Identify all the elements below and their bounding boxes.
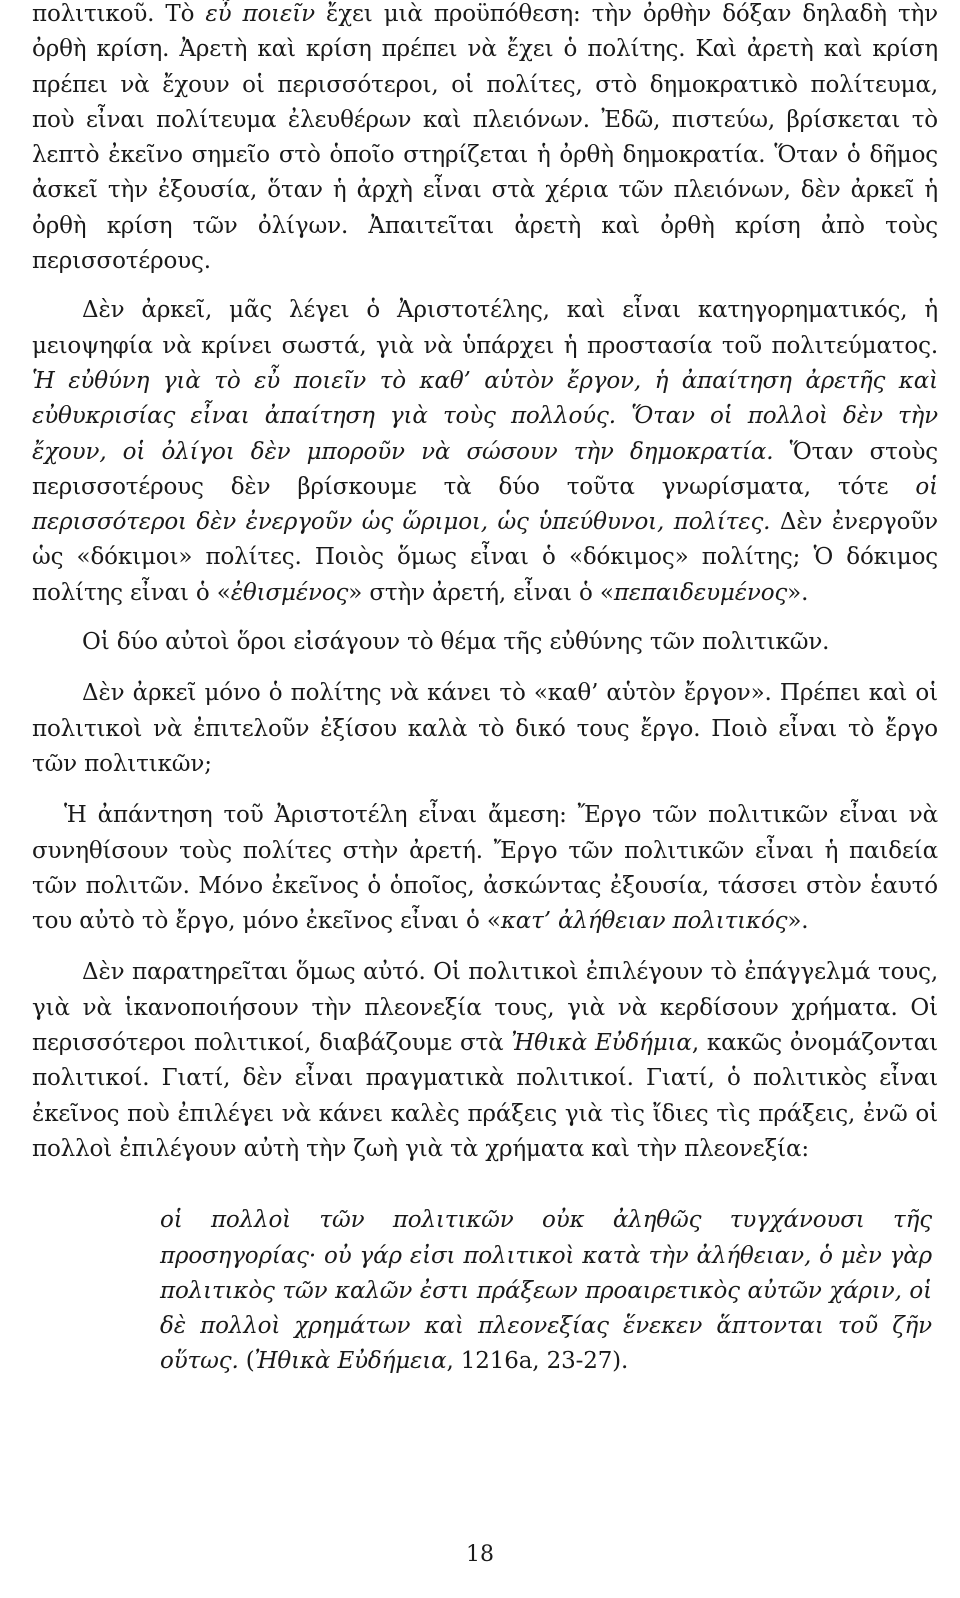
text-run: Δὲν ἀρκεῖ μόνο ὁ πολίτης νὰ κάνει τὸ «καθ’ αὑτὸν ἔργον». Πρέπει καὶ οἱ πολιτικοὶ νὰ ἐπιτελοῦν ἐξίσου καλὰ τὸ δικό τους ἔργο. Ποιὸ εἶναι τὸ ἔργο τῶν πολιτικῶν; xyxy=(32,680,938,777)
text-run: Οἱ δύο αὐτοὶ ὅροι εἰσάγουν τὸ θέμα τῆς εὐθύνης τῶν πολιτικῶν. xyxy=(82,629,830,656)
paragraph-5 xyxy=(32,798,938,939)
page-number: 18 xyxy=(466,1542,494,1567)
paragraph-1 xyxy=(32,0,938,279)
book-page xyxy=(32,0,938,1380)
text-run: ». xyxy=(787,908,809,935)
text-run: Δὲν ἀρκεῖ, μᾶς λέγει ὁ Ἀριστοτέλης, καὶ εἶναι κατηγορηματικός, ἡ μειοψηφία νὰ κρίνει σωστά, γιὰ νὰ ὑπάρχει ἡ προστασία τοῦ πολιτεύματος. xyxy=(32,297,938,359)
text-run: » στὴν ἀρετή, εἶναι ὁ « xyxy=(348,579,614,606)
text-run: ( xyxy=(238,1348,255,1375)
text-run: , κακῶς ὀνομάζονται πολιτικοί. Γιατί, δὲν εἶναι πραγματικὰ πολιτικοί. Γιατί, ὁ πολιτικὸς εἶναι ἐκεῖνος ποὺ ἐπιλέγει νὰ κάνει καλὲς πράξεις γιὰ τὶς ἴδιες τὶς πράξεις, ἐνῶ οἱ πολλοὶ ἐπιλέγουν αὐτὴ τὴν ζωὴ γιὰ τὰ χρήματα καὶ τὴν πλεονεξία: xyxy=(32,1030,939,1162)
italic-run: εὖ ποιεῖν xyxy=(205,1,315,27)
block-quote xyxy=(160,1203,932,1379)
text-run: πολιτικοῦ. Τὸ xyxy=(32,1,206,27)
paragraph-3 xyxy=(32,625,938,660)
italic-run: οἱ πολλοὶ τῶν πολιτικῶν οὐκ ἀληθῶς τυγχάνουσι τῆς προσηγορίας· οὐ γάρ εἰσι πολιτικοὶ κατὰ τὴν ἀλήθειαν, ὁ μὲν γὰρ πολιτικὸς τῶν καλῶν ἐστι πράξεων προαιρετικὸς αὐτῶν χάριν, οἱ δὲ πολλοὶ χρημάτων καὶ πλεονεξίας ἕνεκεν ἅπτονται τοῦ ζῆν οὕτως. xyxy=(160,1207,932,1375)
paragraph-6 xyxy=(32,955,938,1167)
text-run: Ὅταν στοὺς περισσοτέρους δὲν βρίσκουμε τὰ δύο τοῦτα γνωρίσματα, τότε xyxy=(32,438,939,500)
italic-run: οἱ περισσότεροι δὲν ἐνεργοῦν ὡς ὥριμοι, ὡς ὑπεύθυνοι, πολίτες. xyxy=(32,473,938,536)
italic-run: Ἠθικὰ Εὐδήμια xyxy=(511,1030,692,1057)
italic-run: κατ’ ἀλήθειαν πολιτικός xyxy=(500,908,788,935)
italic-run: Ἡ εὐθύνη γιὰ τὸ εὖ ποιεῖν τὸ καθ’ αὑτὸν ἔργον, ἡ ἀπαίτηση ἀρετῆς καὶ εὐθυκρισίας εἶναι ἀπαίτηση γιὰ τοὺς πολλούς. Ὅταν οἱ πολλοὶ δὲν τὴν ἔχουν, οἱ ὀλίγοι δὲν μποροῦν νὰ σώσουν τὴν δημοκρατία. xyxy=(32,367,938,465)
paragraph-2 xyxy=(32,293,938,611)
italic-run: πεπαιδευμένος xyxy=(613,579,788,606)
italic-run: Ἠθικὰ Εὐδήμεια xyxy=(254,1348,447,1375)
text-run: Δὲν ἐνεργοῦν ὡς «δόκιμοι» πολίτες. Ποιὸς ὅμως εἶναι ὁ «δόκιμος» πολίτης; Ὁ δόκιμος πολίτης εἶναι ὁ « xyxy=(32,509,938,606)
italic-run: ἐθισμένος xyxy=(230,579,349,606)
text-run: Δὲν παρατηρεῖται ὅμως αὐτό. Οἱ πολιτικοὶ ἐπιλέγουν τὸ ἐπάγγελμά τους, γιὰ νὰ ἱκανοποιήσουν τὴν πλεονεξία τους, γιὰ νὰ κερδίσουν χρήματα. Οἱ περισσότεροι πολιτικοί, διαβάζουμε στὰ xyxy=(32,959,938,1057)
text-run: , 1216a, 23-27). xyxy=(446,1348,629,1375)
paragraph-4 xyxy=(32,676,938,782)
text-run: ἔχει μιὰ προϋπόθεση: τὴν ὀρθὴν δόξαν δηλαδὴ τὴν ὀρθὴ κρίση. Ἀρετὴ καὶ κρίση πρέπει νὰ ἔχει ὁ πολίτης. Καὶ ἀρετὴ καὶ κρίση πρέπει νὰ ἔχουν οἱ περισσότεροι, οἱ πολίτες, στὸ δημοκρατικὸ πολίτευμα, ποὺ εἶναι πολίτευμα ἐλευθέρων καὶ πλειόνων. Ἐδῶ, πιστεύω, βρίσκεται τὸ λεπτὸ ἐκεῖνο σημεῖο στὸ ὁποῖο στηρίζεται ἡ ὀρθὴ δημοκρατία. Ὅταν ὁ δῆμος ἀσκεῖ τὴν ἐξουσία, ὅταν ἡ ἀρχὴ εἶναι στὰ χέρια τῶν πλειόνων, δὲν ἀρκεῖ ἡ ὀρθὴ κρίση τῶν ὀλίγων. Ἀπαιτεῖται ἀρετὴ καὶ ὀρθὴ κρίση ἀπὸ τοὺς περισσοτέρους. xyxy=(32,1,939,275)
text-run: Ἡ ἀπάντηση τοῦ Ἀριστοτέλη εἶναι ἄμεση: Ἔργο τῶν πολιτικῶν εἶναι νὰ συνηθίσουν τοὺς πολίτες στὴν ἀρετή. Ἔργο τῶν πολιτικῶν εἶναι ἡ παιδεία τῶν πολιτῶν. Μόνο ἐκεῖνος ὁ ὁποῖος, ἀσκώντας ἐξουσία, τάσσει στὸν ἑαυτό του αὐτὸ τὸ ἔργο, μόνο ἐκεῖνος εἶναι ὁ « xyxy=(32,802,938,935)
text-run: ». xyxy=(787,579,809,606)
